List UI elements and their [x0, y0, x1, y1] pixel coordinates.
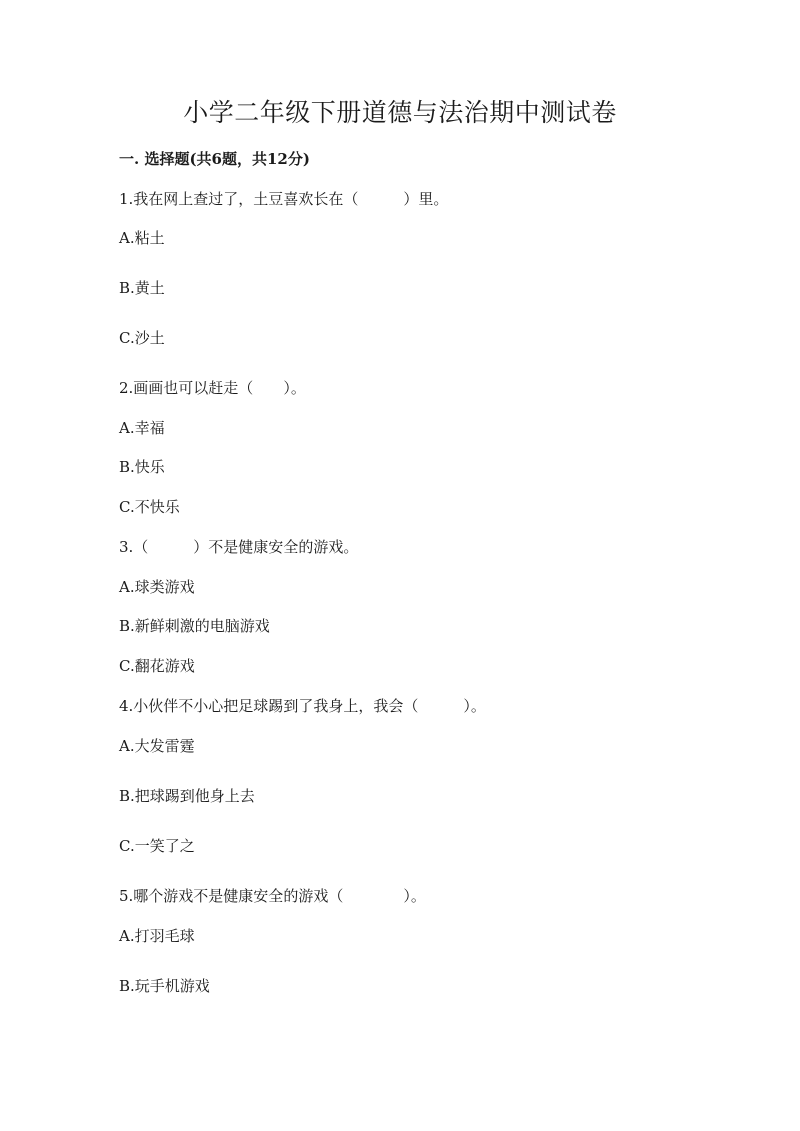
question-1-option-c: C.沙土	[119, 329, 165, 347]
question-5: 5.哪个游戏不是健康安全的游戏（ ）。	[119, 887, 426, 905]
page-title: 小学二年级下册道德与法治期中测试卷	[183, 98, 617, 127]
question-3-option-c: C.翻花游戏	[119, 657, 195, 675]
question-4-option-c: C.一笑了之	[119, 837, 195, 855]
question-3-option-b: B.新鲜刺激的电脑游戏	[119, 617, 270, 635]
question-4-option-b: B.把球踢到他身上去	[119, 787, 255, 805]
question-2-option-b: B.快乐	[119, 458, 165, 476]
question-1-option-a: A.粘土	[119, 229, 165, 247]
question-4: 4.小伙伴不小心把足球踢到了我身上，我会（ ）。	[119, 697, 486, 715]
question-2-option-c: C.不快乐	[119, 498, 180, 516]
section-heading: 一. 选择题(共6题，共12分)	[119, 150, 310, 168]
question-2-option-a: A.幸福	[119, 419, 165, 437]
question-5-option-b: B.玩手机游戏	[119, 977, 210, 995]
question-2: 2.画画也可以赶走（ ）。	[119, 379, 306, 397]
question-1-option-b: B.黄土	[119, 279, 165, 297]
question-3-option-a: A.球类游戏	[119, 578, 195, 596]
question-3: 3.（ ）不是健康安全的游戏。	[119, 538, 359, 556]
question-4-option-a: A.大发雷霆	[119, 737, 195, 755]
question-1: 1.我在网上查过了，土豆喜欢长在（ ）里。	[119, 190, 449, 208]
question-5-option-a: A.打羽毛球	[119, 927, 195, 945]
